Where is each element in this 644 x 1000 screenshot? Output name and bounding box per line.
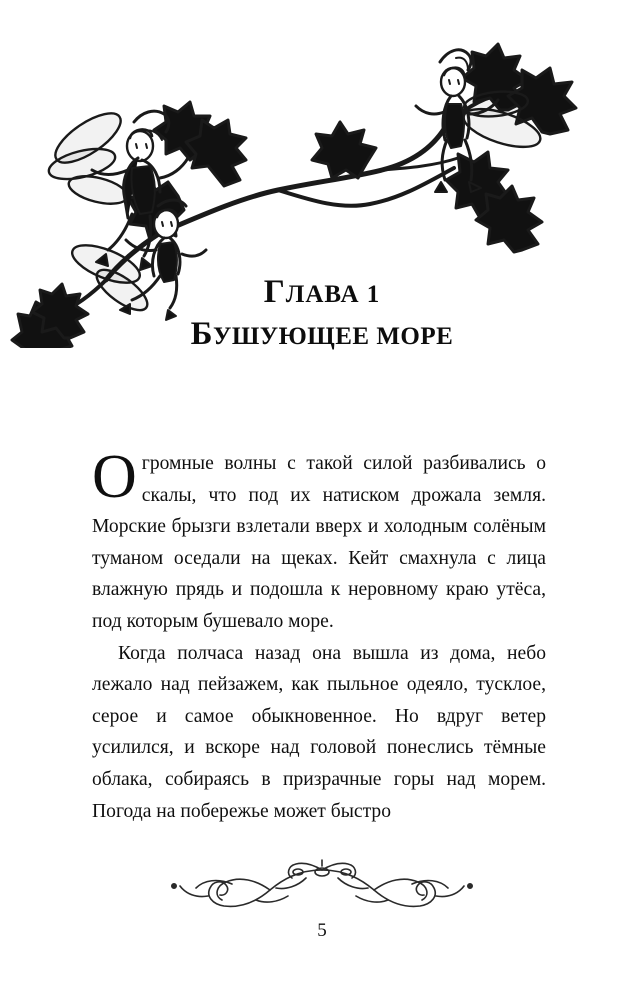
- floral-divider-ornament: [112, 856, 532, 916]
- paragraph-first-text: громные волны с такой силой разбивались о скалы, что под их натиском дрожала земля. Морские брызги взлетали вверх и холодным солёным туманом оседали на щеках. Кейт смахнула с лица влажную прядь и подошла к неровному краю утёса, под которым бушевало море.: [92, 453, 546, 632]
- body-text: [92, 443, 546, 827]
- chapter-number-initial: Г: [263, 274, 286, 310]
- chapter-title-rest: УШУЮЩЕЕ МОРЕ: [212, 323, 454, 351]
- chapter-number-rest: ЛАВА 1: [285, 281, 381, 308]
- chapter-title: [0, 314, 644, 354]
- chapter-number: [0, 272, 644, 312]
- chapter-heading: [0, 272, 644, 355]
- paragraph-second: Когда полчаса назад она вышла из дома, небо лежало над пейзажем, как пыльное одеяло, тусклое, серое и самое обыкновенное. Но вдруг ветер усилился, и вскоре над головой понеслись тёмные облака, собираясь в призрачные горы над морем. Погода на побережье может быстро: [92, 642, 546, 822]
- page-number: 5: [317, 920, 327, 941]
- paragraph-first: [92, 443, 546, 638]
- drop-cap: О: [92, 443, 137, 511]
- chapter-title-initial: Б: [190, 316, 213, 353]
